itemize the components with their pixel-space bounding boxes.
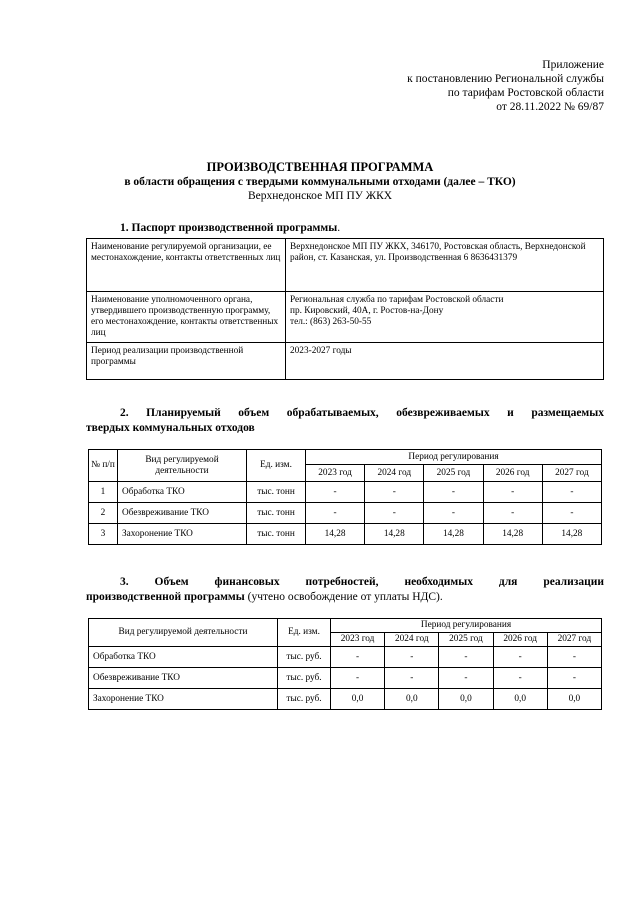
cell-value: -	[547, 647, 601, 668]
header-year: 2026 год	[493, 633, 547, 647]
table-row	[87, 343, 604, 380]
table-header-row	[89, 450, 602, 465]
header-year: 2027 год	[547, 633, 601, 647]
cell-value: -	[331, 647, 385, 668]
cell-unit: тыс. тонн	[247, 482, 306, 503]
header-activity: Вид регулируемой деятельности	[89, 619, 278, 647]
section1-heading	[120, 221, 638, 236]
table-row	[87, 239, 604, 292]
header-num: № п/п	[89, 450, 118, 482]
table-row	[89, 689, 602, 710]
section2-heading	[120, 406, 604, 421]
header-year: 2024 год	[365, 465, 424, 482]
header-year: 2027 год	[542, 465, 601, 482]
appendix-line: к постановлению Региональной службы	[407, 73, 604, 85]
volume-table	[88, 449, 602, 545]
passport-value: 2023-2027 годы	[286, 343, 604, 380]
cell-unit: тыс. руб.	[278, 689, 331, 710]
passport-value-line: Региональная служба по тарифам Ростовской области	[290, 295, 504, 305]
section3-heading	[120, 575, 604, 590]
cell-value: -	[542, 503, 601, 524]
cell-value: -	[385, 647, 439, 668]
cell-activity: Обработка ТКО	[89, 647, 278, 668]
table-row	[89, 482, 602, 503]
header-year: 2025 год	[439, 633, 493, 647]
section1-heading-tail: .	[337, 222, 341, 234]
table-row	[87, 292, 604, 343]
table-row	[89, 668, 602, 689]
title-line: ПРОИЗВОДСТВЕННАЯ ПРОГРАММА	[206, 160, 434, 174]
section3-heading-line: 3. Объем финансовых потребностей, необходимых для реализации	[120, 576, 604, 588]
cell-num: 2	[89, 503, 118, 524]
cell-value: -	[483, 482, 542, 503]
cell-value: -	[439, 647, 493, 668]
cell-unit: тыс. руб.	[278, 668, 331, 689]
header-period: Период регулирования	[306, 450, 602, 465]
table-row	[89, 647, 602, 668]
cell-value: 0,0	[385, 689, 439, 710]
cell-value: -	[493, 668, 547, 689]
appendix-line: Приложение	[542, 59, 604, 71]
cell-value: -	[547, 668, 601, 689]
passport-label: Наименование уполномоченного органа, утвердившего производственную программу, его местонахождение, контакты ответственных лиц	[87, 292, 286, 343]
cell-value: 0,0	[493, 689, 547, 710]
passport-label: Наименование регулируемой организации, ее местонахождение, контакты ответственных лиц	[87, 239, 286, 292]
cell-value: -	[365, 503, 424, 524]
cell-value: -	[439, 668, 493, 689]
section2-heading-line: твердых коммунальных отходов	[86, 422, 255, 434]
passport-value	[286, 292, 604, 343]
cell-value: -	[424, 503, 483, 524]
table-row	[89, 524, 602, 545]
section2-heading-cont	[86, 421, 604, 436]
cell-activity: Обезвреживание ТКО	[118, 503, 247, 524]
header-unit: Ед. изм.	[247, 450, 306, 482]
cell-unit: тыс. тонн	[247, 503, 306, 524]
cell-value: -	[542, 482, 601, 503]
cell-value: 14,28	[483, 524, 542, 545]
cell-value: 14,28	[424, 524, 483, 545]
cell-value: 14,28	[542, 524, 601, 545]
document-title	[0, 160, 640, 203]
header-unit: Ед. изм.	[278, 619, 331, 647]
appendix-note	[304, 58, 604, 114]
table-row	[89, 503, 602, 524]
finance-table	[88, 618, 602, 710]
passport-value-line: тел.: (863) 263-50-55	[290, 317, 372, 327]
cell-value: -	[331, 668, 385, 689]
header-period: Период регулирования	[331, 619, 602, 633]
passport-value-line: пр. Кировский, 40А, г. Ростов-на-Дону	[290, 306, 444, 316]
cell-value: 14,28	[306, 524, 365, 545]
cell-value: 0,0	[331, 689, 385, 710]
cell-value: -	[365, 482, 424, 503]
passport-label: Период реализации производственной программы	[87, 343, 286, 380]
passport-value: Верхнедонское МП ПУ ЖКХ, 346170, Ростовская область, Верхнедонской район, ст. Казанская, ул. Производственная 6 8636431379	[286, 239, 604, 292]
passport-table	[86, 238, 604, 380]
section3-heading-cont	[86, 590, 604, 605]
cell-num: 3	[89, 524, 118, 545]
cell-unit: тыс. тонн	[247, 524, 306, 545]
cell-activity: Обработка ТКО	[118, 482, 247, 503]
section1-heading-text: 1. Паспорт производственной программы	[120, 222, 338, 234]
header-year: 2026 год	[483, 465, 542, 482]
section3-heading-normal: (учтено освобождение от уплаты НДС).	[244, 591, 443, 603]
cell-activity: Захоронение ТКО	[89, 689, 278, 710]
cell-value: -	[424, 482, 483, 503]
header-year: 2023 год	[331, 633, 385, 647]
cell-value: -	[493, 647, 547, 668]
appendix-line: от 28.11.2022 № 69/87	[496, 101, 604, 113]
cell-value: 0,0	[439, 689, 493, 710]
cell-value: -	[385, 668, 439, 689]
title-line: в области обращения с твердыми коммунальными отходами (далее – ТКО)	[124, 176, 516, 188]
cell-value: 14,28	[365, 524, 424, 545]
section2-heading-line: 2. Планируемый объем обрабатываемых, обезвреживаемых и размещаемых	[120, 407, 604, 419]
cell-activity: Обезвреживание ТКО	[89, 668, 278, 689]
appendix-line: по тарифам Ростовской области	[447, 87, 604, 99]
cell-value: -	[306, 482, 365, 503]
header-year: 2024 год	[385, 633, 439, 647]
cell-num: 1	[89, 482, 118, 503]
cell-activity: Захоронение ТКО	[118, 524, 247, 545]
header-year: 2023 год	[306, 465, 365, 482]
table-header-row	[89, 619, 602, 633]
cell-unit: тыс. руб.	[278, 647, 331, 668]
section3-heading-bold: производственной программы	[86, 591, 245, 603]
cell-value: -	[306, 503, 365, 524]
cell-value: -	[483, 503, 542, 524]
cell-value: 0,0	[547, 689, 601, 710]
header-year: 2025 год	[424, 465, 483, 482]
title-line: Верхнедонское МП ПУ ЖКХ	[247, 190, 393, 202]
header-activity: Вид регулируемой деятельности	[118, 450, 247, 482]
